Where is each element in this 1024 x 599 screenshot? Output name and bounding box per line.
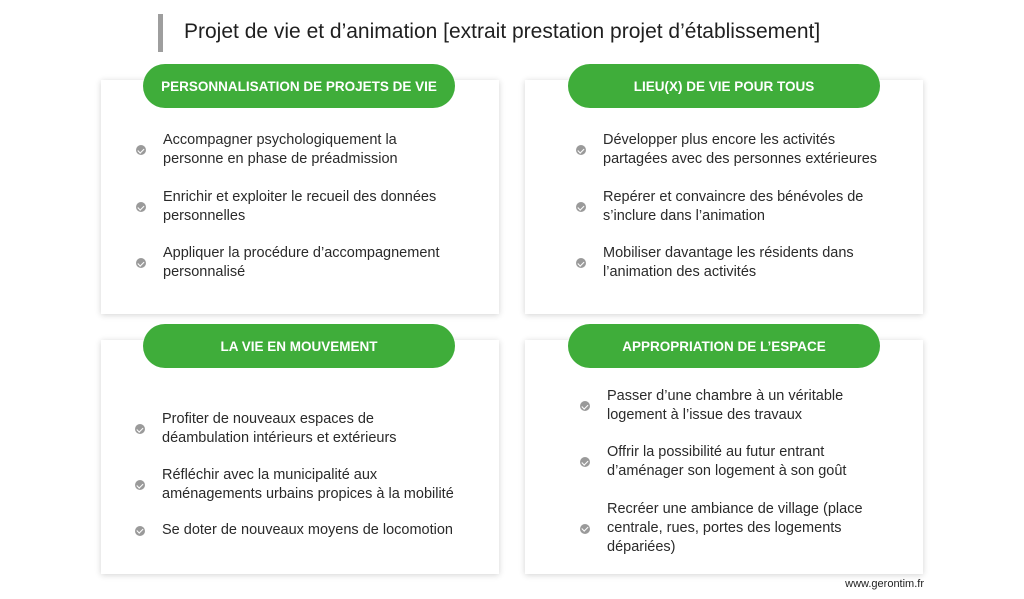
list-item xyxy=(580,500,863,557)
list-item-text: Mobiliser davantage les résidents dans l’animation des activités xyxy=(603,245,854,280)
check-circle-icon xyxy=(576,145,586,155)
list-item xyxy=(136,188,436,226)
list-item xyxy=(136,244,439,282)
check-circle-icon xyxy=(136,202,146,212)
list-item xyxy=(135,521,453,540)
page-title: Projet de vie et d’animation [extrait prestation projet d’établissement] xyxy=(184,20,821,43)
list-item xyxy=(135,466,454,504)
list-item-text: Repérer et convaincre des bénévoles de s’inclure dans l’animation xyxy=(603,189,864,224)
list-item xyxy=(576,188,863,226)
list-item xyxy=(135,410,397,448)
check-circle-icon xyxy=(136,145,146,155)
list-item-text: Profiter de nouveaux espaces de déambulation intérieurs et extérieurs xyxy=(162,411,397,446)
panel-heading-appropriation-espace: APPROPRIATION DE L’ESPACE xyxy=(568,324,880,368)
list-item-text: Développer plus encore les activités partagées avec des personnes extérieures xyxy=(603,132,878,167)
list-item-text: Appliquer la procédure d’accompagnement personnalisé xyxy=(163,245,440,280)
list-item-text: Recréer une ambiance de village (place centrale, rues, portes des logements dépariées) xyxy=(607,501,863,555)
title-accent-bar xyxy=(158,14,163,52)
check-circle-icon xyxy=(580,457,590,467)
list-item-text: Offrir la possibilité au futur entrant d’aménager son logement à son goût xyxy=(607,444,847,479)
list-item-text: Passer d’une chambre à un véritable logement à l’issue des travaux xyxy=(607,388,844,423)
list-item xyxy=(576,244,854,282)
list-item-text: Réfléchir avec la municipalité aux aménagements urbains propices à la mobilité xyxy=(162,467,454,502)
check-circle-icon xyxy=(580,401,590,411)
check-circle-icon xyxy=(136,258,146,268)
check-circle-icon xyxy=(135,526,145,536)
panel-heading-vie-en-mouvement: LA VIE EN MOUVEMENT xyxy=(143,324,455,368)
list-item xyxy=(136,131,398,169)
panel-heading-personnalisation: PERSONNALISATION DE PROJETS DE VIE xyxy=(143,64,455,108)
check-circle-icon xyxy=(135,424,145,434)
list-item-text: Se doter de nouveaux moyens de locomotion xyxy=(162,522,453,538)
check-circle-icon xyxy=(135,480,145,490)
list-item xyxy=(580,387,843,425)
list-item xyxy=(580,443,846,481)
check-circle-icon xyxy=(576,258,586,268)
panel-heading-lieux-de-vie: LIEU(X) DE VIE POUR TOUS xyxy=(568,64,880,108)
check-circle-icon xyxy=(580,524,590,534)
check-circle-icon xyxy=(576,202,586,212)
list-item xyxy=(576,131,877,169)
list-item-text: Accompagner psychologiquement la personne en phase de préadmission xyxy=(163,132,398,167)
list-item-text: Enrichir et exploiter le recueil des données personnelles xyxy=(163,189,437,224)
footer-website: www.gerontim.fr xyxy=(845,578,924,590)
